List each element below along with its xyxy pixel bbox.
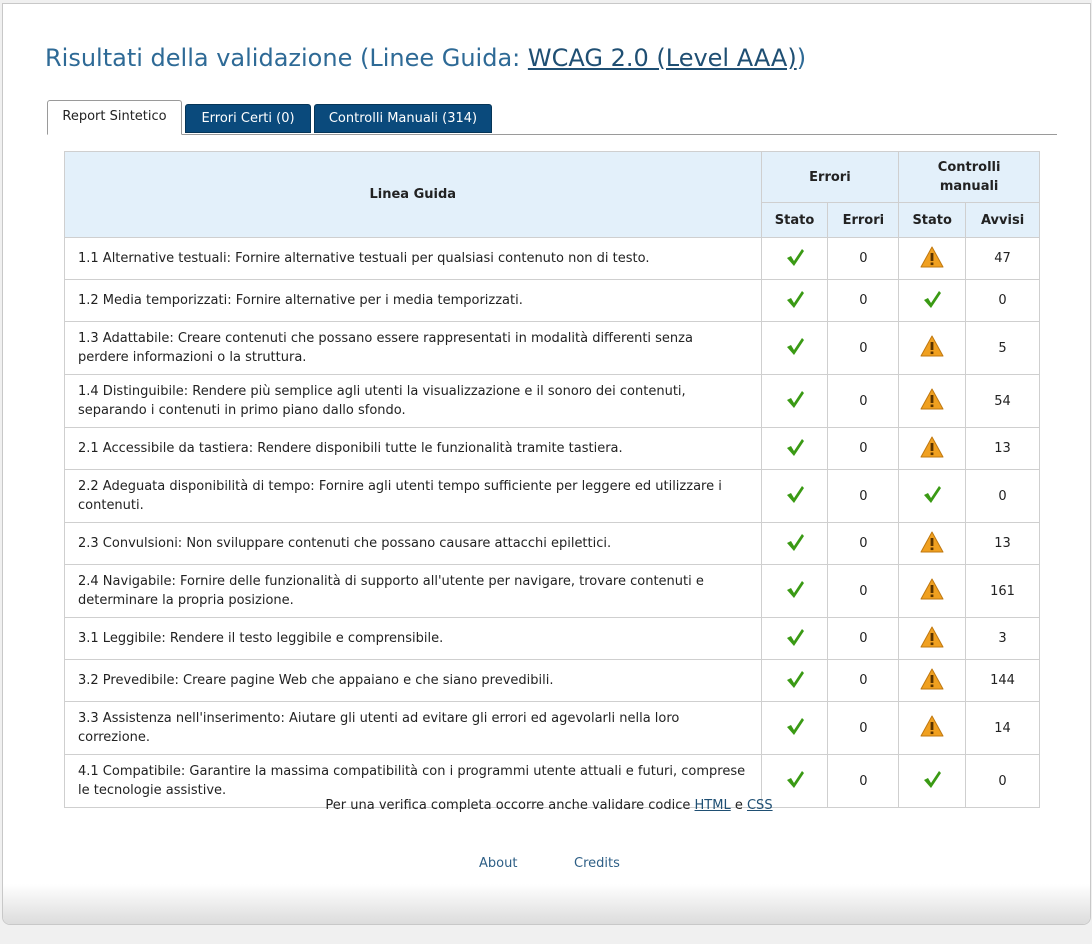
errori-stato-cell: [761, 280, 828, 322]
avvisi-count: 144: [966, 660, 1040, 702]
guideline-text: 1.3 Adattabile: Creare contenuti che possano essere rappresentati in modalità differenti senza perdere informazioni o la struttura.: [65, 322, 762, 375]
guideline-text: 1.4 Distinguibile: Rendere più semplice agli utenti la visualizzazione e il sonoro dei contenuti, separando i contenuti in primo piano dallo sfondo.: [65, 375, 762, 428]
guideline-text: 2.3 Convulsioni: Non sviluppare contenuti che possano causare attacchi epilettici.: [65, 523, 762, 565]
errori-stato-cell: [761, 238, 828, 280]
avvisi-count: 13: [966, 428, 1040, 470]
warning-icon: [920, 578, 944, 600]
manuali-stato-cell: [899, 702, 966, 755]
avvisi-count: 13: [966, 523, 1040, 565]
guideline-link[interactable]: WCAG 2.0 (Level AAA): [527, 44, 797, 72]
guideline-text: 3.3 Assistenza nell'inserimento: Aiutare gli utenti ad evitare gli errori ed agevolarli nella loro correzione.: [65, 702, 762, 755]
check-icon: [922, 769, 942, 789]
warning-icon: [920, 531, 944, 553]
note-text-before: Per una verifica completa occorre anche validare codice: [325, 798, 695, 813]
header-errori-group: Errori: [761, 152, 899, 203]
errori-count: 0: [828, 322, 899, 375]
guideline-text: 4.1 Compatibile: Garantire la massima compatibilità con i programmi utente attuali e futuri, comprese le tecnologie assistive.: [65, 755, 762, 808]
avvisi-count: 0: [966, 755, 1040, 808]
manuali-stato-cell: [899, 238, 966, 280]
errori-count: 0: [828, 660, 899, 702]
guideline-text: 3.1 Leggibile: Rendere il testo leggibile e comprensibile.: [65, 618, 762, 660]
header-errori-count: Errori: [828, 203, 899, 238]
errori-count: 0: [828, 238, 899, 280]
guideline-text: 1.2 Media temporizzati: Fornire alternative per i media temporizzati.: [65, 280, 762, 322]
errori-count: 0: [828, 565, 899, 618]
html-validate-link[interactable]: HTML: [694, 798, 731, 813]
warning-icon: [920, 246, 944, 268]
check-icon: [785, 336, 805, 356]
results-table: [64, 151, 1040, 808]
table-row: [65, 523, 1040, 565]
warning-icon: [920, 668, 944, 690]
table-row: [65, 280, 1040, 322]
guideline-text: 2.1 Accessibile da tastiera: Rendere disponibili tutte le funzionalità tramite tastiera.: [65, 428, 762, 470]
errori-count: 0: [828, 375, 899, 428]
manuali-stato-cell: [899, 428, 966, 470]
avvisi-count: 161: [966, 565, 1040, 618]
avvisi-count: 14: [966, 702, 1040, 755]
check-icon: [785, 769, 805, 789]
avvisi-count: 0: [966, 470, 1040, 523]
credits-link[interactable]: Credits: [574, 856, 620, 871]
tab-report-sintetico[interactable]: Report Sintetico: [47, 100, 182, 135]
check-icon: [922, 289, 942, 309]
errori-stato-cell: [761, 565, 828, 618]
table-row: [65, 702, 1040, 755]
page-title-prefix: Risultati della validazione (Linee Guida:: [45, 44, 528, 72]
header-controlli-label: Controlli manuali: [937, 160, 1001, 194]
manuali-stato-cell: [899, 375, 966, 428]
manuali-stato-cell: [899, 565, 966, 618]
guideline-text: 2.2 Adeguata disponibilità di tempo: Fornire agli utenti tempo sufficiente per leggere ed utilizzare i contenuti.: [65, 470, 762, 523]
header-avvisi: Avvisi: [966, 203, 1040, 238]
errori-stato-cell: [761, 618, 828, 660]
guideline-text: 2.4 Navigabile: Fornire delle funzionalità di supporto all'utente per navigare, trovare contenuti e determinare la propria posizione.: [65, 565, 762, 618]
header-stato-manuali: Stato: [899, 203, 966, 238]
table-row: [65, 428, 1040, 470]
warning-icon: [920, 715, 944, 737]
check-icon: [785, 484, 805, 504]
errori-stato-cell: [761, 470, 828, 523]
table-row: [65, 470, 1040, 523]
check-icon: [785, 389, 805, 409]
errori-count: 0: [828, 428, 899, 470]
manuali-stato-cell: [899, 470, 966, 523]
avvisi-count: 5: [966, 322, 1040, 375]
avvisi-count: 0: [966, 280, 1040, 322]
avvisi-count: 3: [966, 618, 1040, 660]
table-row: [65, 660, 1040, 702]
errori-count: 0: [828, 280, 899, 322]
warning-icon: [920, 388, 944, 410]
table-row: [65, 375, 1040, 428]
errori-stato-cell: [761, 428, 828, 470]
warning-icon: [920, 436, 944, 458]
tab-errori-certi[interactable]: Errori Certi (0): [185, 104, 311, 133]
manuali-stato-cell: [899, 322, 966, 375]
check-icon: [785, 716, 805, 736]
check-icon: [785, 579, 805, 599]
avvisi-count: 47: [966, 238, 1040, 280]
errori-count: 0: [828, 702, 899, 755]
results-body: [65, 238, 1040, 808]
header-stato-errori: Stato: [761, 203, 828, 238]
errori-count: 0: [828, 470, 899, 523]
errori-count: 0: [828, 618, 899, 660]
check-icon: [785, 437, 805, 457]
page-title: [45, 44, 806, 72]
header-linea-guida: Linea Guida: [65, 152, 762, 238]
manuali-stato-cell: [899, 660, 966, 702]
check-icon: [785, 669, 805, 689]
guideline-text: 1.1 Alternative testuali: Fornire alternative testuali per qualsiasi contenuto non di testo.: [65, 238, 762, 280]
manuali-stato-cell: [899, 280, 966, 322]
table-row: [65, 322, 1040, 375]
errori-stato-cell: [761, 375, 828, 428]
page-bottom-shade: [3, 884, 1090, 924]
note-text-middle: e: [730, 798, 747, 813]
validation-note: [3, 798, 1091, 813]
page-title-suffix: ): [796, 44, 807, 72]
check-icon: [922, 484, 942, 504]
errori-stato-cell: [761, 523, 828, 565]
errori-stato-cell: [761, 322, 828, 375]
page-container: [2, 3, 1091, 925]
tab-controlli-manuali[interactable]: Controlli Manuali (314): [314, 104, 492, 133]
check-icon: [785, 289, 805, 309]
css-validate-link[interactable]: CSS: [746, 798, 773, 813]
check-icon: [785, 532, 805, 552]
table-row: [65, 618, 1040, 660]
manuali-stato-cell: [899, 618, 966, 660]
errori-stato-cell: [761, 702, 828, 755]
errori-count: 0: [828, 755, 899, 808]
manuali-stato-cell: [899, 523, 966, 565]
errori-count: 0: [828, 523, 899, 565]
table-row: [65, 238, 1040, 280]
errori-stato-cell: [761, 660, 828, 702]
tab-bar: [47, 100, 1057, 135]
check-icon: [785, 627, 805, 647]
warning-icon: [920, 626, 944, 648]
header-controlli-group: [899, 152, 1040, 203]
guideline-text: 3.2 Prevedibile: Creare pagine Web che appaiano e che siano prevedibili.: [65, 660, 762, 702]
warning-icon: [920, 335, 944, 357]
about-link[interactable]: About: [479, 856, 518, 871]
table-row: [65, 565, 1040, 618]
check-icon: [785, 247, 805, 267]
avvisi-count: 54: [966, 375, 1040, 428]
